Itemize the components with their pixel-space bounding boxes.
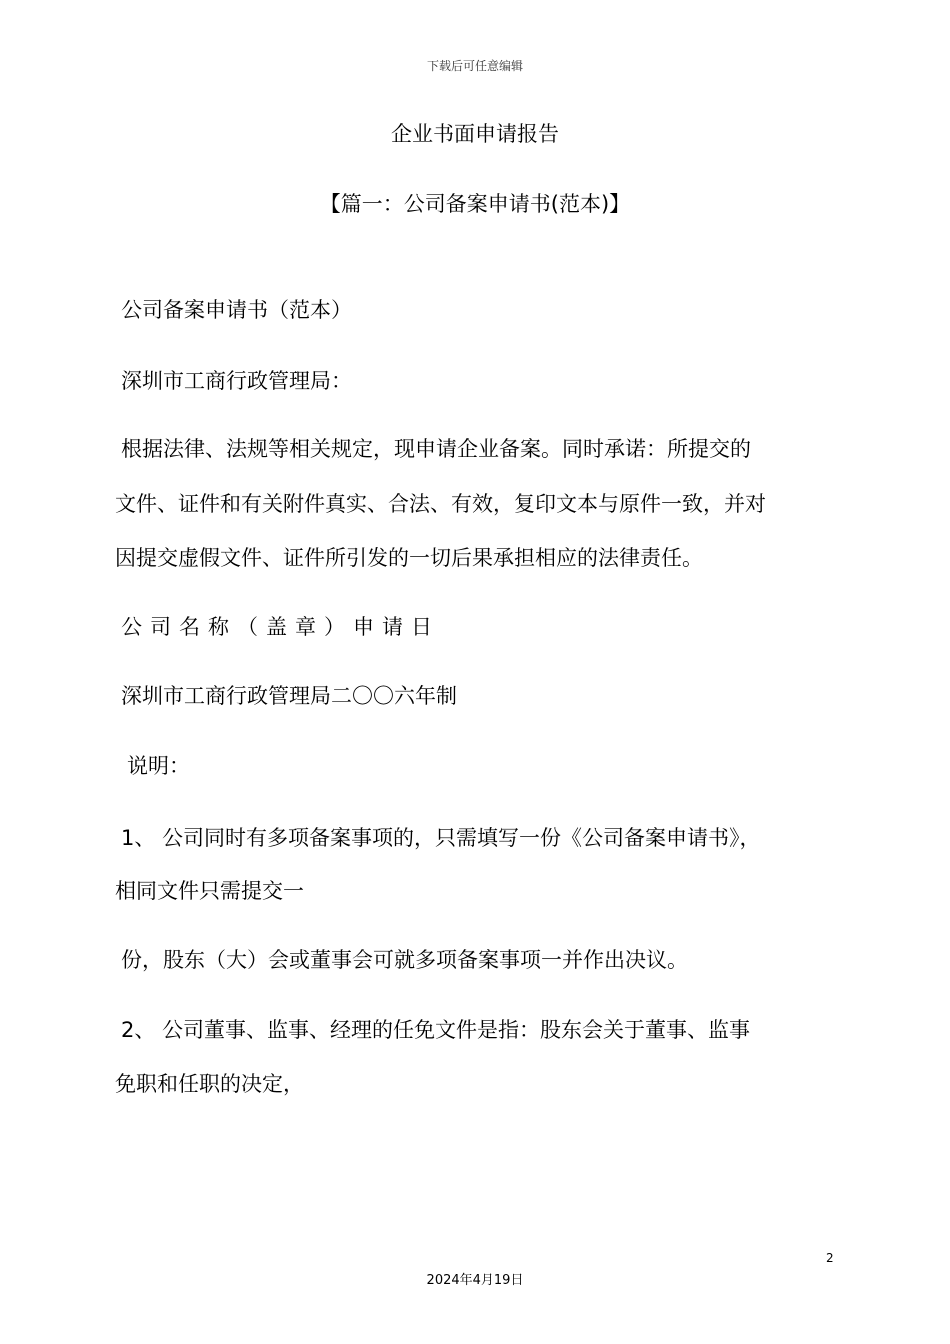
note-item-2-continuation: 免职和任职的决定， [115,1072,304,1096]
header-note: 下载后可任意编辑 [426,59,523,73]
notes-heading: 说明： [127,754,190,778]
note-item-1-continuation: 份，股东（大）会或董事会可就多项备案事项一并作出决议。 [121,948,688,972]
document-title: 企业书面申请报告 [391,122,559,146]
company-name-seal-line: 公司名称（盖章）申请日 [121,615,440,639]
addressee: 深圳市工商行政管理局： [121,369,352,393]
body-paragraph-line: 文件、证件和有关附件真实、合法、有效，复印文本与原件一致，并对 [115,492,766,516]
note-item-1-continuation: 相同文件只需提交一 [115,879,304,903]
note-item-1: 1、 公司同时有多项备案事项的，只需填写一份《公司备案申请书》， [121,826,761,850]
body-paragraph-line: 根据法律、法规等相关规定，现申请企业备案。同时承诺：所提交的 [121,437,751,461]
footer-date: 2024年4月19日 [426,1273,524,1288]
form-heading: 公司备案申请书（范本） [121,298,352,322]
note-item-2: 2、 公司董事、监事、经理的任免文件是指：股东会关于董事、监事 [121,1018,751,1042]
body-paragraph-line: 因提交虚假文件、证件所引发的一切后果承担相应的法律责任。 [115,546,703,570]
issuer-line: 深圳市工商行政管理局二〇〇六年制 [121,684,457,708]
document-subtitle: 【篇一：公司备案申请书(范本)】 [319,192,631,216]
page-number: 2 [826,1251,834,1265]
